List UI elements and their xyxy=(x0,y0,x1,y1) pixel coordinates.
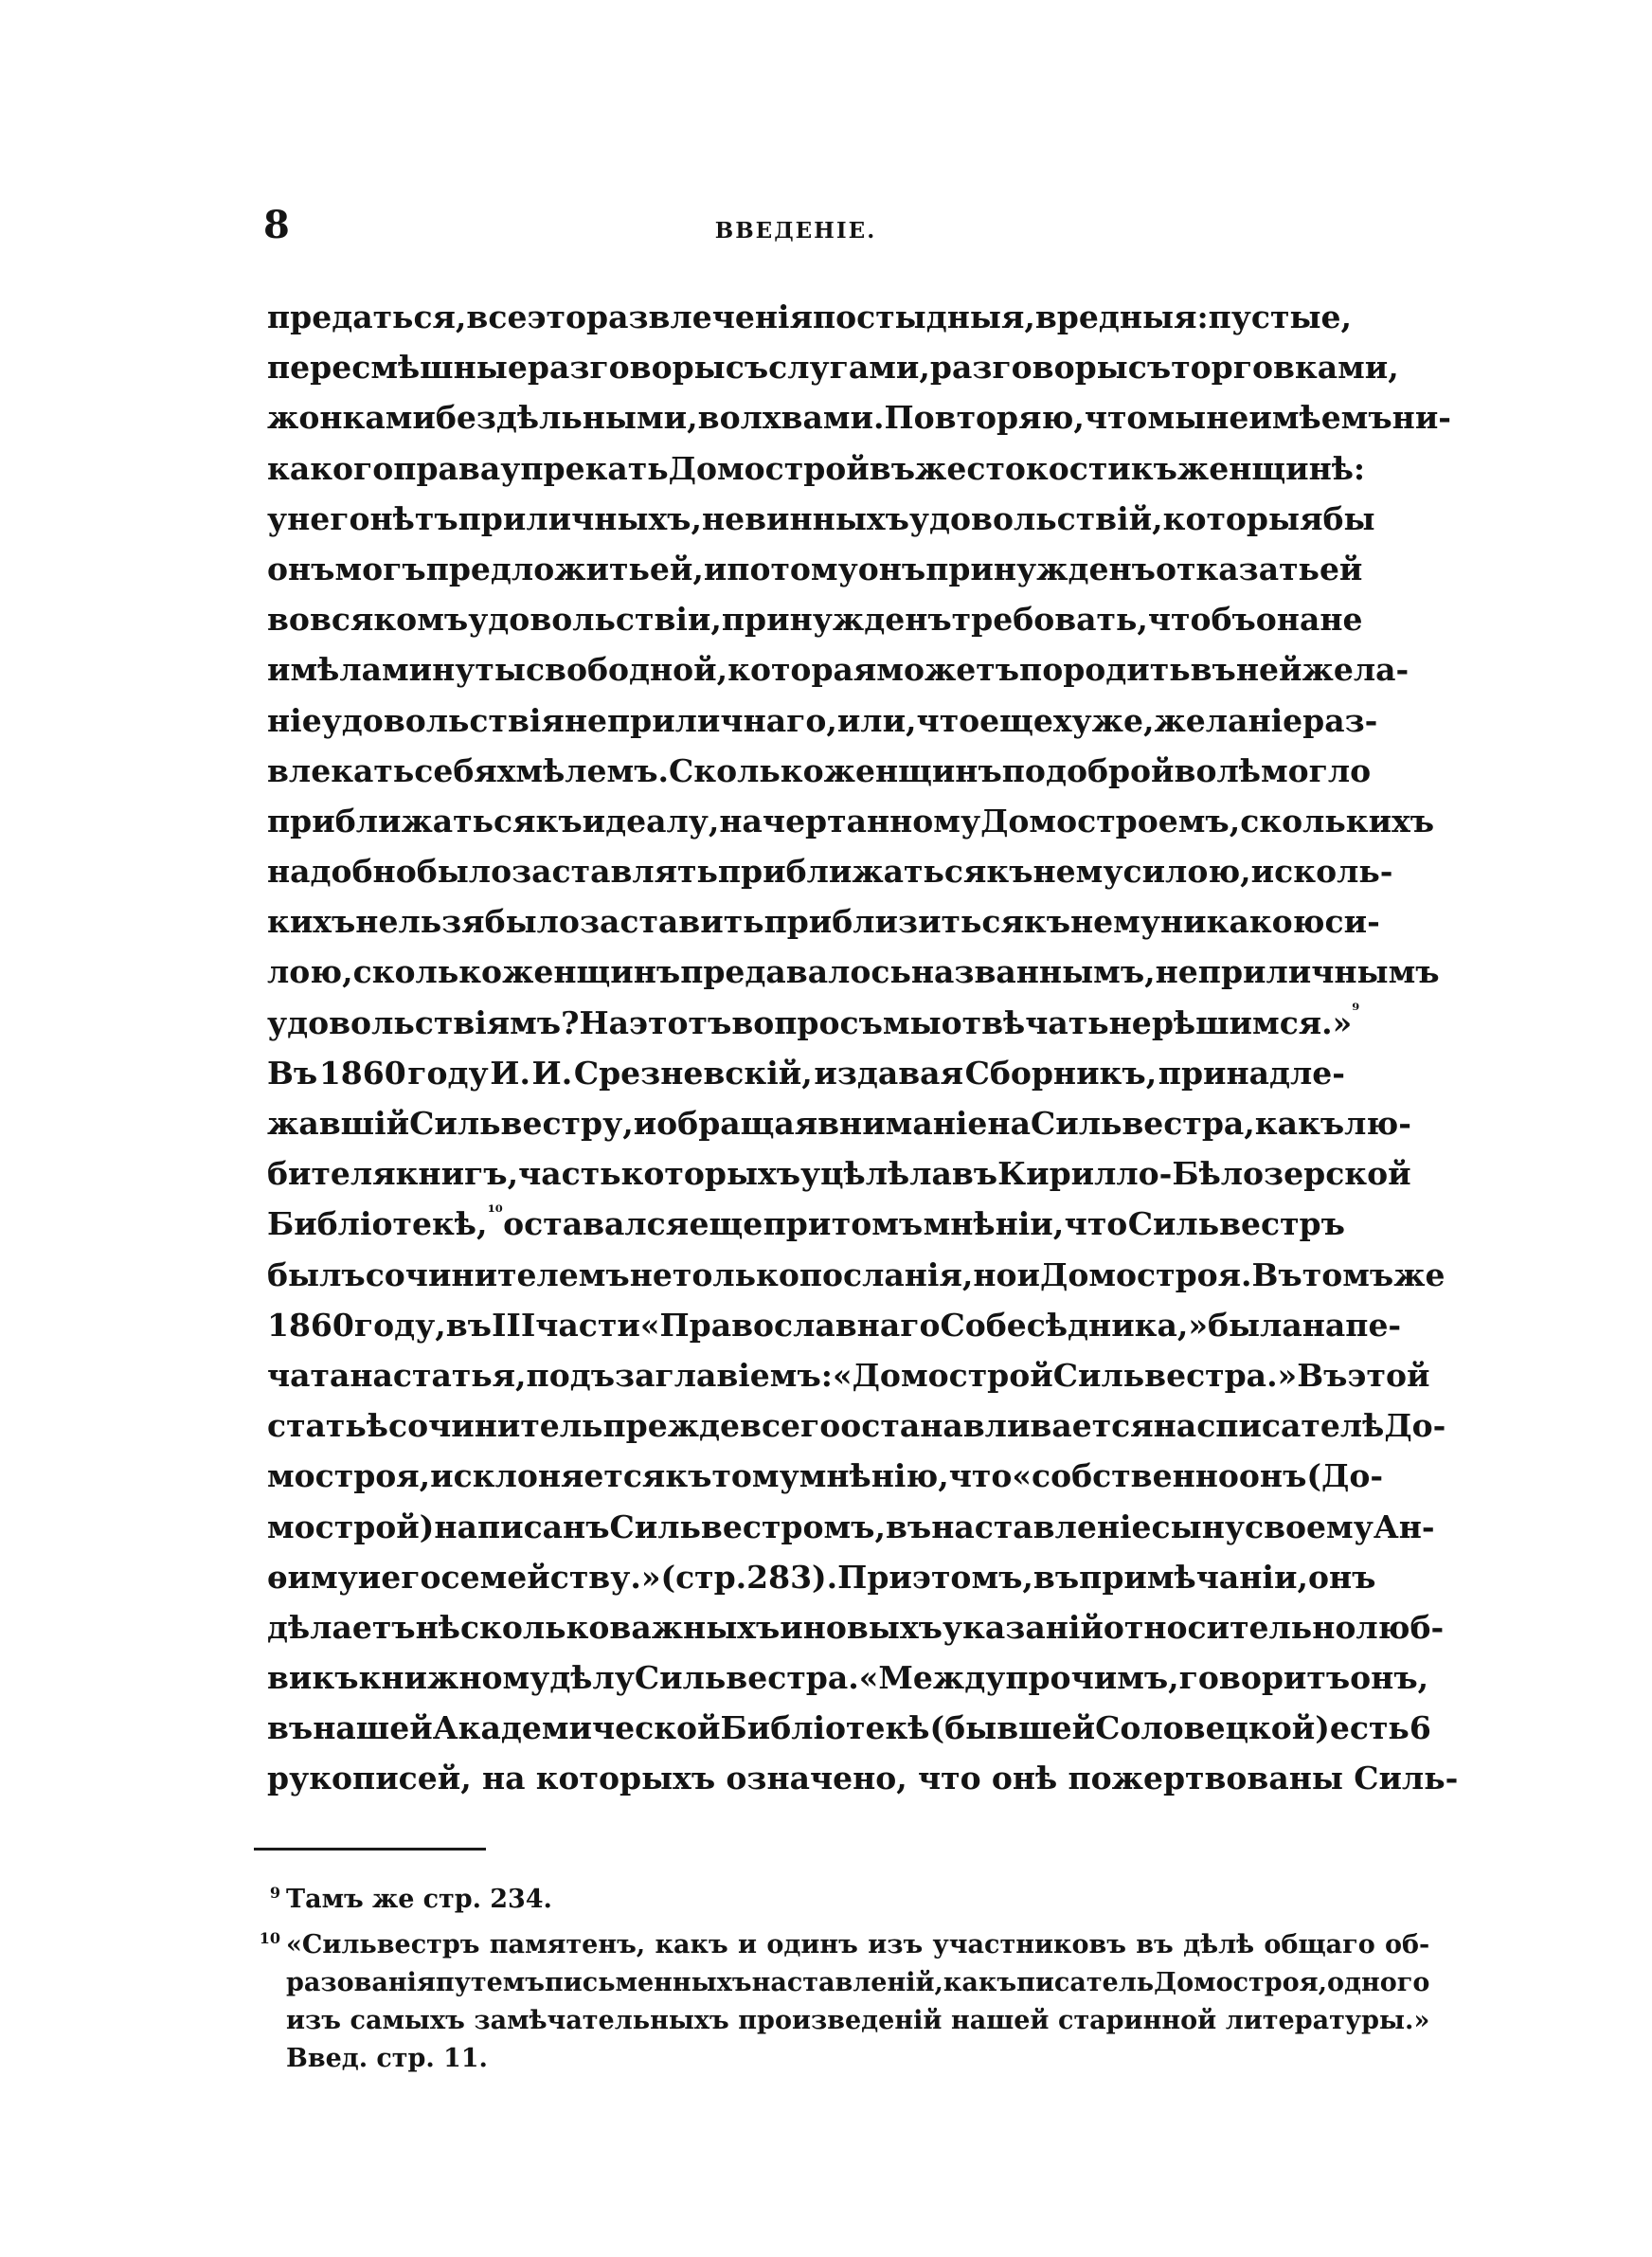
body-line: былъ сочинителемъ не только посланія, но и Домостроя. Въ томъ же xyxy=(267,1255,1446,1293)
body-line: жонками бездѣльными, волхвами. Повторяю, что мы не имѣемъ ни- xyxy=(267,399,1451,437)
body-line: ніе удовольствія неприличнаго, или, что еще хуже, желаніе раз- xyxy=(267,701,1378,739)
body-line: мострой) написанъ Сильвестромъ, въ наставленіе сыну своему Ан- xyxy=(267,1508,1435,1545)
body-line: мостроя, и склоняется къ тому мнѣнію, что «собственно онъ (До- xyxy=(267,1457,1384,1495)
footnote-line: изъ самыхъ замѣчательныхъ произведеній нашей старинной литературы.» xyxy=(286,2006,1430,2035)
body-line: имѣла минуты свободной, которая можетъ породить въ ней жела- xyxy=(267,651,1410,689)
body-line: статьѣ сочинитель прежде всего останавливается на списателѣ До- xyxy=(267,1407,1446,1445)
body-line: бителя книгъ, часть которыхъ уцѣлѣла въ Кирилло-Бѣлозерской xyxy=(267,1155,1411,1193)
footnote-line: разованія путемъ письменныхъ наставленій, какъ писатель Домостроя, одного xyxy=(286,1968,1430,1997)
body-line: предаться, все это развлеченія постыдныя, вредныя: пустые, xyxy=(267,298,1353,335)
body-line: во всякомъ удовольствіи, принужденъ требовать, чтобъ она не xyxy=(267,601,1363,639)
body-line: влекать себя хмѣлемъ. Сколько женщинъ по доброй волѣ могло xyxy=(267,751,1372,789)
body-line: лою, сколько женщинъ предавалось названнымъ, неприличнымъ xyxy=(267,953,1440,991)
running-head: ВВЕДЕНІЕ. xyxy=(714,218,877,244)
body-text xyxy=(267,292,1459,1804)
body-line: кихъ нельзя было заставить приблизиться къ нему ни какою си- xyxy=(267,903,1380,941)
footnote-line: Тамъ же стр. 234. xyxy=(286,1885,552,1914)
footnote-line: Введ. стр. 11. xyxy=(286,2044,488,2073)
body-line: жавшій Сильвестру, и обращая вниманіе на Сильвестра, какъ лю- xyxy=(267,1105,1411,1142)
body-line: въ нашей Академической Библіотекѣ (бывшей Соловецкой) есть 6 xyxy=(267,1709,1431,1747)
page-number: 8 xyxy=(263,203,290,247)
body-line: ѳиму и его семейству.» (стр. 283). При этомъ, въ примѣчаніи, онъ xyxy=(267,1558,1376,1596)
body-line: ви къ книжному дѣлу Сильвестра. «Между прочимъ, говоритъ онъ, xyxy=(267,1659,1429,1697)
footnote-divider xyxy=(254,1848,486,1851)
body-line: онъ могъ предложить ей, и потому онъ принужденъ отказать ей xyxy=(267,550,1363,587)
body-line: рукописей, на которыхъ означено, что онѣ пожертвованы Силь- xyxy=(267,1760,1459,1797)
body-line: у него нѣтъ приличныхъ, невинныхъ удовольствій, которыя бы xyxy=(267,499,1375,537)
body-line: приближаться къ идеалу, начертанному Домостроемъ, сколькихъ xyxy=(267,802,1435,840)
body-line: надобно было заставлять приближаться къ нему силою, и сколь- xyxy=(267,853,1393,891)
body-line: Библіотекѣ, ¹⁰ оставался еще при томъ мнѣніи, что Сильвестръ xyxy=(267,1201,1345,1243)
body-line: Въ 1860 году И. И. Срезневскій, издавая Сборникъ, принадле- xyxy=(267,1054,1345,1092)
footnote xyxy=(248,1926,1430,2078)
footnote-marker: 9 xyxy=(269,1884,280,1902)
footnote xyxy=(248,1881,1347,1919)
body-line: чатана статья, подъ заглавіемъ: «Домострой Сильвестра.» Въ этой xyxy=(267,1356,1430,1394)
body-line: удовольствіямъ? На этотъ вопросъ мы отвѣчать не рѣшимся.» ⁹ xyxy=(267,1000,1360,1041)
body-line: пересмѣшные разговоры съ слугами, разговоры съ торговками, xyxy=(267,349,1399,387)
body-line: дѣлаетъ нѣсколько важныхъ и новыхъ указаній относительно люб- xyxy=(267,1608,1445,1646)
footnotes xyxy=(248,1881,1430,2078)
body-line: 1860 году, въ III части «Православнаго Собесѣдника,» была напе- xyxy=(267,1306,1402,1344)
body-line: какого права упрекать Домострой въ жестокости къ женщинѣ: xyxy=(267,449,1366,487)
footnote-line: «Сильвестръ памятенъ, какъ и одинъ изъ участниковъ въ дѣлѣ общаго об- xyxy=(286,1930,1430,1959)
footnote-marker: 10 xyxy=(259,1929,280,1947)
